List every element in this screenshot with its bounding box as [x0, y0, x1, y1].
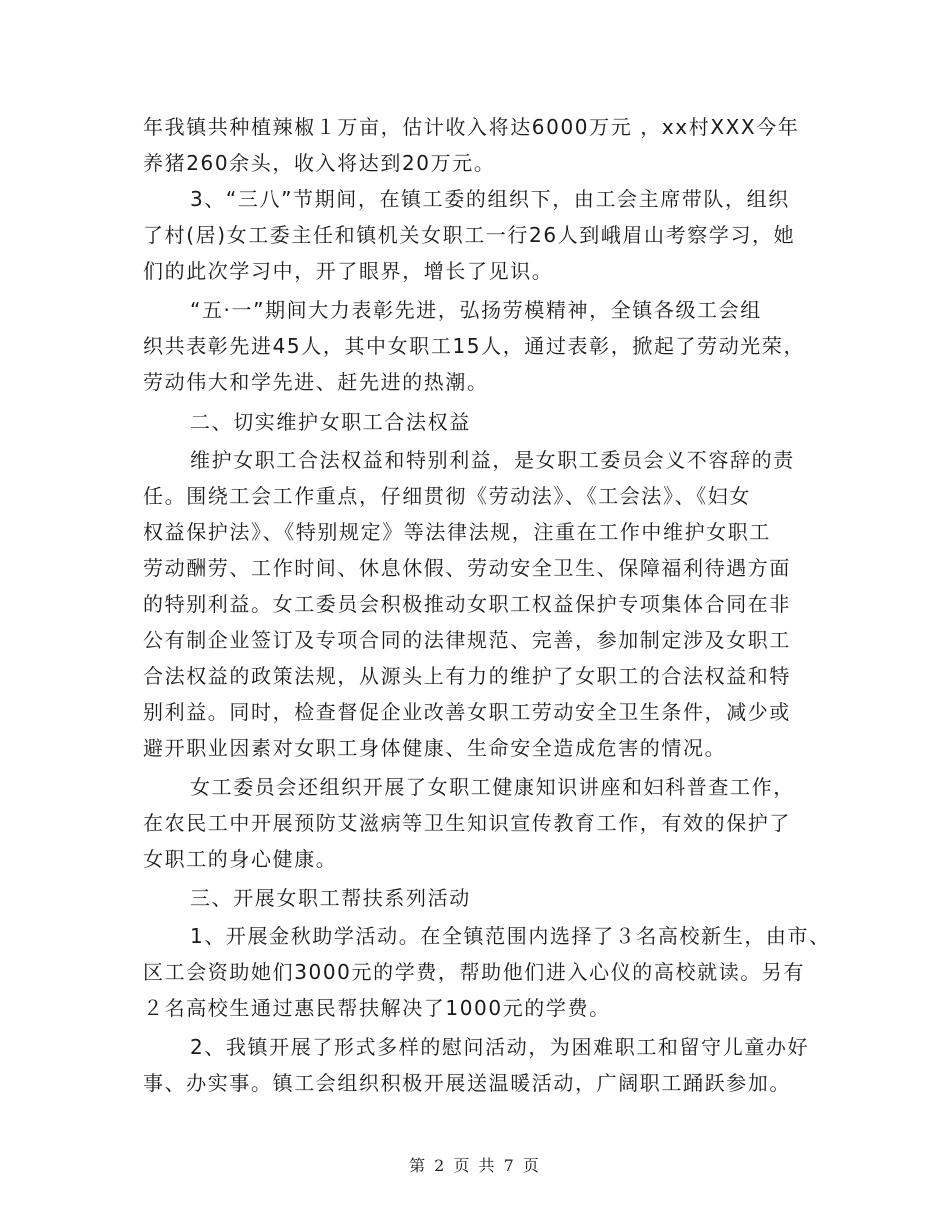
text-line: 年我镇共种植辣椒１万亩，估计收入将达6000万元 ，xx村XXX今年 — [143, 115, 800, 139]
text-line: 别利益。同时，检查督促企业改善女职工劳动安全卫生条件，减少或 — [143, 700, 791, 724]
text-line: 公有制企业签订及专项合同的法律规范、完善，参加制定涉及女职工 — [143, 628, 791, 652]
text-line: 区工会资助她们3000元的学费，帮助他们进入心仪的高校就读。另有 — [143, 960, 806, 984]
text-line: 劳动酬劳、工作时间、休息休假、劳动安全卫生、保障福利待遇方面 — [143, 556, 791, 580]
text-line: 女工委员会还组织开展了女职工健康知识讲座和妇科普查工作， — [190, 775, 795, 799]
section-heading: 三、开展女职工帮扶系列活动 — [190, 886, 471, 910]
text-line: 在农民工中开展预防艾滋病等卫生知识宣传教育工作，有效的保护了 — [143, 811, 791, 835]
text-line: 织共表彰先进45人，其中女职工15人，通过表彰，掀起了劳动光荣， — [143, 334, 806, 358]
text-line: 女职工的身心健康。 — [143, 847, 338, 871]
text-line: 1、开展金秋助学活动。在全镇范围内选择了３名高校新生，由市、 — [190, 924, 831, 948]
text-line: 们的此次学习中，开了眼界，增长了见识。 — [143, 259, 554, 283]
text-line: 3、“三八”节期间，在镇工委的组织下，由工会主席带队，组织 — [190, 187, 790, 211]
text-line: 合法权益的政策法规，从源头上有力的维护了女职工的合法权益和特 — [143, 664, 791, 688]
text-line: 事、办实事。镇工会组织积极开展送温暖活动，广阔职工踊跃参加。 — [143, 1071, 791, 1095]
text-line: 任。围绕工会工作重点，仔细贯彻《劳动法》、《工会法》、《妇女 — [143, 484, 751, 508]
text-line: ２名高校生通过惠民帮扶解决了1000元的学费。 — [143, 996, 611, 1020]
text-line: 权益保护法》、《特别规定》等法律法规，注重在工作中维护女职工 — [143, 520, 771, 544]
text-line: 避开职业因素对女职工身体健康、生命安全造成危害的情况。 — [143, 736, 727, 760]
text-line: 2、我镇开展了形式多样的慰问活动，为困难职工和留守儿童办好 — [190, 1035, 810, 1059]
text-line: 劳动伟大和学先进、赶先进的热潮。 — [143, 370, 489, 394]
text-line: “五·一”期间大力表彰先进，弘扬劳模精神，全镇各级工会组 — [190, 298, 762, 322]
text-line: 养猪260余头，收入将达到20万元。 — [143, 151, 496, 175]
text-line: 的特别利益。女工委员会积极推动女职工权益保护专项集体合同在非 — [143, 592, 791, 616]
section-heading: 二、切实维护女职工合法权益 — [190, 410, 471, 434]
page-number: 第 2 页 共 7 页 — [409, 1156, 541, 1175]
text-line: 维护女职工合法权益和特别利益，是女职工委员会义不容辞的责 — [190, 448, 795, 472]
text-line: 了村(居)女工委主任和镇机关女职工一行26人到峨眉山考察学习，她 — [143, 223, 796, 247]
